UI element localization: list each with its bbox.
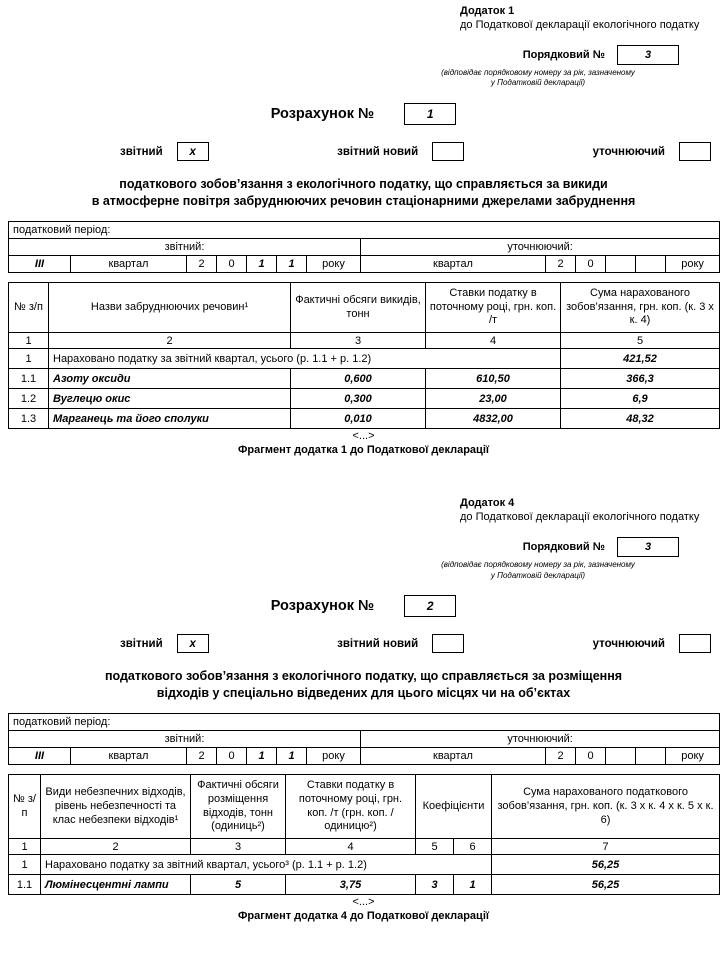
document-title-line1: податкового зобов’язання з екологічного податку, що справляється за розміщення <box>104 669 623 684</box>
appendix-label: Додаток 1 <box>460 5 515 17</box>
year-digit-cell[interactable]: 1 <box>247 255 277 272</box>
row-number: 1.2 <box>9 389 49 409</box>
year-digit-cell[interactable]: 1 <box>247 748 277 765</box>
clar-year-digit-cell[interactable] <box>636 255 666 272</box>
total-row <box>9 855 720 875</box>
clarifying-label: уточнюючий <box>592 145 665 158</box>
clarifying-check-group <box>593 634 711 653</box>
quarter-label-cell: квартал <box>71 255 187 272</box>
appendix-1-fragment <box>8 4 719 456</box>
col-header-sum: Сума нарахованого зобов’язання, грн. коп. (к. 3 х к. 4) <box>561 282 720 332</box>
clar-year-digit-cell[interactable] <box>636 748 666 765</box>
row-number: 1 <box>9 855 41 875</box>
volume-cell[interactable]: 0,300 <box>291 389 426 409</box>
document-title-line2: в атмосферне повітря забруднюючих речовин стаціонарними джерелами забруднення <box>91 194 636 209</box>
fragment-caption: Фрагмент додатка 1 до Податкової декларації <box>238 444 489 457</box>
table-row <box>9 875 720 895</box>
volume-cell[interactable]: 0,010 <box>291 409 426 429</box>
col-number: 4 <box>426 333 561 349</box>
serial-number-row <box>8 537 679 557</box>
calculation-number-row <box>8 103 719 125</box>
serial-note-line1: (відповідає порядковому номеру за рік, зазначеному <box>441 67 635 77</box>
appendix-4-fragment <box>8 496 719 922</box>
reporting-check-group <box>120 634 209 653</box>
col-header-num: № з/п <box>9 282 49 332</box>
col-number: 1 <box>9 333 49 349</box>
col-number: 3 <box>191 839 286 855</box>
table-row <box>9 389 720 409</box>
period-values-row <box>9 748 720 765</box>
col-number: 5 <box>416 839 454 855</box>
volume-cell[interactable]: 5 <box>191 875 286 895</box>
period-header-cell: податковий період: <box>9 714 720 731</box>
col-number: 2 <box>49 333 291 349</box>
coefficient-cell[interactable]: 1 <box>454 875 492 895</box>
reporting-checkbox[interactable]: х <box>177 142 209 161</box>
serial-note-line2: у Податковій декларації) <box>490 570 586 580</box>
sum-cell[interactable]: 366,3 <box>561 369 720 389</box>
col-header-coefficients: Коефіцієнти <box>416 775 492 839</box>
clar-quarter-label-cell: квартал <box>361 255 546 272</box>
reporting-new-label: звітний новий <box>337 145 419 158</box>
reporting-label: звітний <box>120 145 163 158</box>
appendix-subtitle: до Податкової декларації екологічного податку <box>460 511 700 524</box>
total-label: Нараховано податку за звітний квартал, усього (р. 1.1 + р. 1.2) <box>49 349 561 369</box>
col-number: 4 <box>286 839 416 855</box>
calculation-number-field[interactable]: 1 <box>404 103 456 125</box>
period-subheader-row <box>9 731 720 748</box>
reporting-period-label: звітний: <box>9 731 361 748</box>
year-digit-cell[interactable]: 2 <box>187 748 217 765</box>
serial-number-label: Порядковий № <box>522 540 605 553</box>
period-header-cell: податковий період: <box>9 221 720 238</box>
table-header-row <box>9 775 720 839</box>
rate-cell[interactable]: 23,00 <box>426 389 561 409</box>
coefficient-cell[interactable]: 3 <box>416 875 454 895</box>
column-numbers-row <box>9 333 720 349</box>
table-row <box>9 409 720 429</box>
year-digit-cell[interactable]: 1 <box>277 255 307 272</box>
appendix-label: Додаток 4 <box>460 497 515 510</box>
sum-cell[interactable]: 48,32 <box>561 409 720 429</box>
pollutant-name-cell[interactable]: Азоту оксиди <box>49 369 291 389</box>
rate-cell[interactable]: 4832,00 <box>426 409 561 429</box>
serial-number-field[interactable]: 3 <box>617 45 679 65</box>
clar-year-digit-cell[interactable]: 2 <box>546 748 576 765</box>
serial-note-line1: (відповідає порядковому номеру за рік, зазначеному <box>441 559 635 569</box>
serial-number-note <box>383 560 693 582</box>
appendix-header <box>460 496 719 525</box>
pollutant-name-cell[interactable]: Вуглецю окис <box>49 389 291 409</box>
appendix-subtitle: до Податкової декларації екологічного податку <box>460 19 700 32</box>
quarter-label-cell: квартал <box>71 748 187 765</box>
appendix-header <box>460 4 719 33</box>
reporting-period-label: звітний: <box>9 238 361 255</box>
period-header-row <box>9 714 720 731</box>
col-header-rates: Ставки податку в поточному році, грн. коп. /т (грн. коп. / одиницю²) <box>286 775 416 839</box>
clarifying-check-group <box>593 142 711 161</box>
pollutants-table <box>8 282 720 429</box>
clar-year-digit-cell[interactable]: 2 <box>546 255 576 272</box>
clar-year-label-cell: року <box>666 748 720 765</box>
year-label-cell: року <box>307 748 361 765</box>
quarter-number-cell[interactable]: ІІІ <box>9 255 71 272</box>
reporting-new-checkbox[interactable] <box>432 142 464 161</box>
col-header-sum: Сума нарахованого податкового зобов’язання, грн. коп. (к. 3 х к. 4 х к. 5 х к. 6) <box>492 775 720 839</box>
document-title <box>8 176 719 210</box>
fragment-caption: Фрагмент додатка 4 до Податкової декларації <box>238 910 489 923</box>
sum-cell[interactable]: 6,9 <box>561 389 720 409</box>
clar-year-digit-cell[interactable]: 0 <box>576 255 606 272</box>
report-type-row <box>8 142 719 161</box>
col-number: 5 <box>561 333 720 349</box>
row-number: 1.3 <box>9 409 49 429</box>
waste-table <box>8 774 720 895</box>
col-number: 1 <box>9 839 41 855</box>
col-header-volumes: Фактичні обсяги розміщення відходів, тонн (одиниць²) <box>191 775 286 839</box>
table-continuation-marker: <...> <box>352 896 375 909</box>
col-number: 2 <box>41 839 191 855</box>
year-digit-cell[interactable]: 0 <box>217 255 247 272</box>
reporting-checkbox[interactable]: х <box>177 634 209 653</box>
serial-number-note <box>383 68 693 90</box>
pollutant-name-cell[interactable]: Марганець та його сполуки <box>49 409 291 429</box>
reporting-label: звітний <box>120 637 163 650</box>
document-title-line1: податкового зобов’язання з екологічного податку, що справляється за викиди <box>119 177 608 192</box>
document-title <box>8 668 719 702</box>
serial-number-row <box>8 45 679 65</box>
reporting-new-check-group <box>337 142 464 161</box>
clarifying-period-label: уточнюючий: <box>361 238 720 255</box>
year-digit-cell[interactable]: 2 <box>187 255 217 272</box>
total-label: Нараховано податку за звітний квартал, усього³ (р. 1.1 + р. 1.2) <box>41 855 492 875</box>
table-continuation-marker: <...> <box>352 430 375 443</box>
reporting-check-group <box>120 142 209 161</box>
clar-quarter-label-cell: квартал <box>361 748 546 765</box>
calculation-label: Розрахунок № <box>270 598 375 615</box>
col-header-names: Назви забруднюючих речовин¹ <box>49 282 291 332</box>
volume-cell[interactable]: 0,600 <box>291 369 426 389</box>
col-header-num: № з/п <box>9 775 41 839</box>
serial-number-field[interactable]: 3 <box>617 537 679 557</box>
col-header-rates: Ставки податку в поточному році, грн. коп. /т <box>426 282 561 332</box>
document-title-line2: відходів у спеціально відведених для цього місцях чи на об’єктах <box>156 686 571 701</box>
rate-cell[interactable]: 3,75 <box>286 875 416 895</box>
report-type-row <box>8 634 719 653</box>
table-row <box>9 369 720 389</box>
col-header-volumes: Фактичні обсяги викидів, тонн <box>291 282 426 332</box>
rate-cell[interactable]: 610,50 <box>426 369 561 389</box>
row-number: 1.1 <box>9 369 49 389</box>
clarifying-checkbox[interactable] <box>679 142 711 161</box>
col-number: 6 <box>454 839 492 855</box>
period-header-row <box>9 221 720 238</box>
total-sum-cell[interactable]: 421,52 <box>561 349 720 369</box>
clarifying-label: уточнюючий <box>592 637 665 650</box>
calculation-number-field[interactable]: 2 <box>404 595 456 617</box>
serial-note-line2: у Податковій декларації) <box>490 78 586 88</box>
total-row <box>9 349 720 369</box>
col-number: 7 <box>492 839 720 855</box>
tax-period-table <box>8 221 720 273</box>
total-sum-cell[interactable]: 56,25 <box>492 855 720 875</box>
clarifying-checkbox[interactable] <box>679 634 711 653</box>
clar-year-digit-cell[interactable]: 0 <box>576 748 606 765</box>
waste-name-cell[interactable]: Люмінесцентні лампи <box>41 875 191 895</box>
row-number: 1 <box>9 349 49 369</box>
year-digit-cell[interactable]: 0 <box>217 748 247 765</box>
period-subheader-row <box>9 238 720 255</box>
calculation-number-row <box>8 595 719 617</box>
quarter-number-cell[interactable]: ІІІ <box>9 748 71 765</box>
col-header-waste-types: Види небезпечних відходів, рівень небезпечності та клас небезпеки відходів¹ <box>41 775 191 839</box>
period-values-row <box>9 255 720 272</box>
tax-period-table <box>8 713 720 765</box>
sum-cell[interactable]: 56,25 <box>492 875 720 895</box>
reporting-new-label: звітний новий <box>337 637 419 650</box>
clarifying-period-label: уточнюючий: <box>361 731 720 748</box>
table-header-row <box>9 282 720 332</box>
column-numbers-row <box>9 839 720 855</box>
serial-number-label: Порядковий № <box>522 48 605 61</box>
col-number: 3 <box>291 333 426 349</box>
calculation-label: Розрахунок № <box>270 106 375 123</box>
year-digit-cell[interactable]: 1 <box>277 748 307 765</box>
clar-year-digit-cell[interactable] <box>606 748 636 765</box>
year-label-cell: року <box>307 255 361 272</box>
row-number: 1.1 <box>9 875 41 895</box>
clar-year-label-cell: року <box>666 255 720 272</box>
clar-year-digit-cell[interactable] <box>606 255 636 272</box>
reporting-new-checkbox[interactable] <box>432 634 464 653</box>
reporting-new-check-group <box>337 634 464 653</box>
